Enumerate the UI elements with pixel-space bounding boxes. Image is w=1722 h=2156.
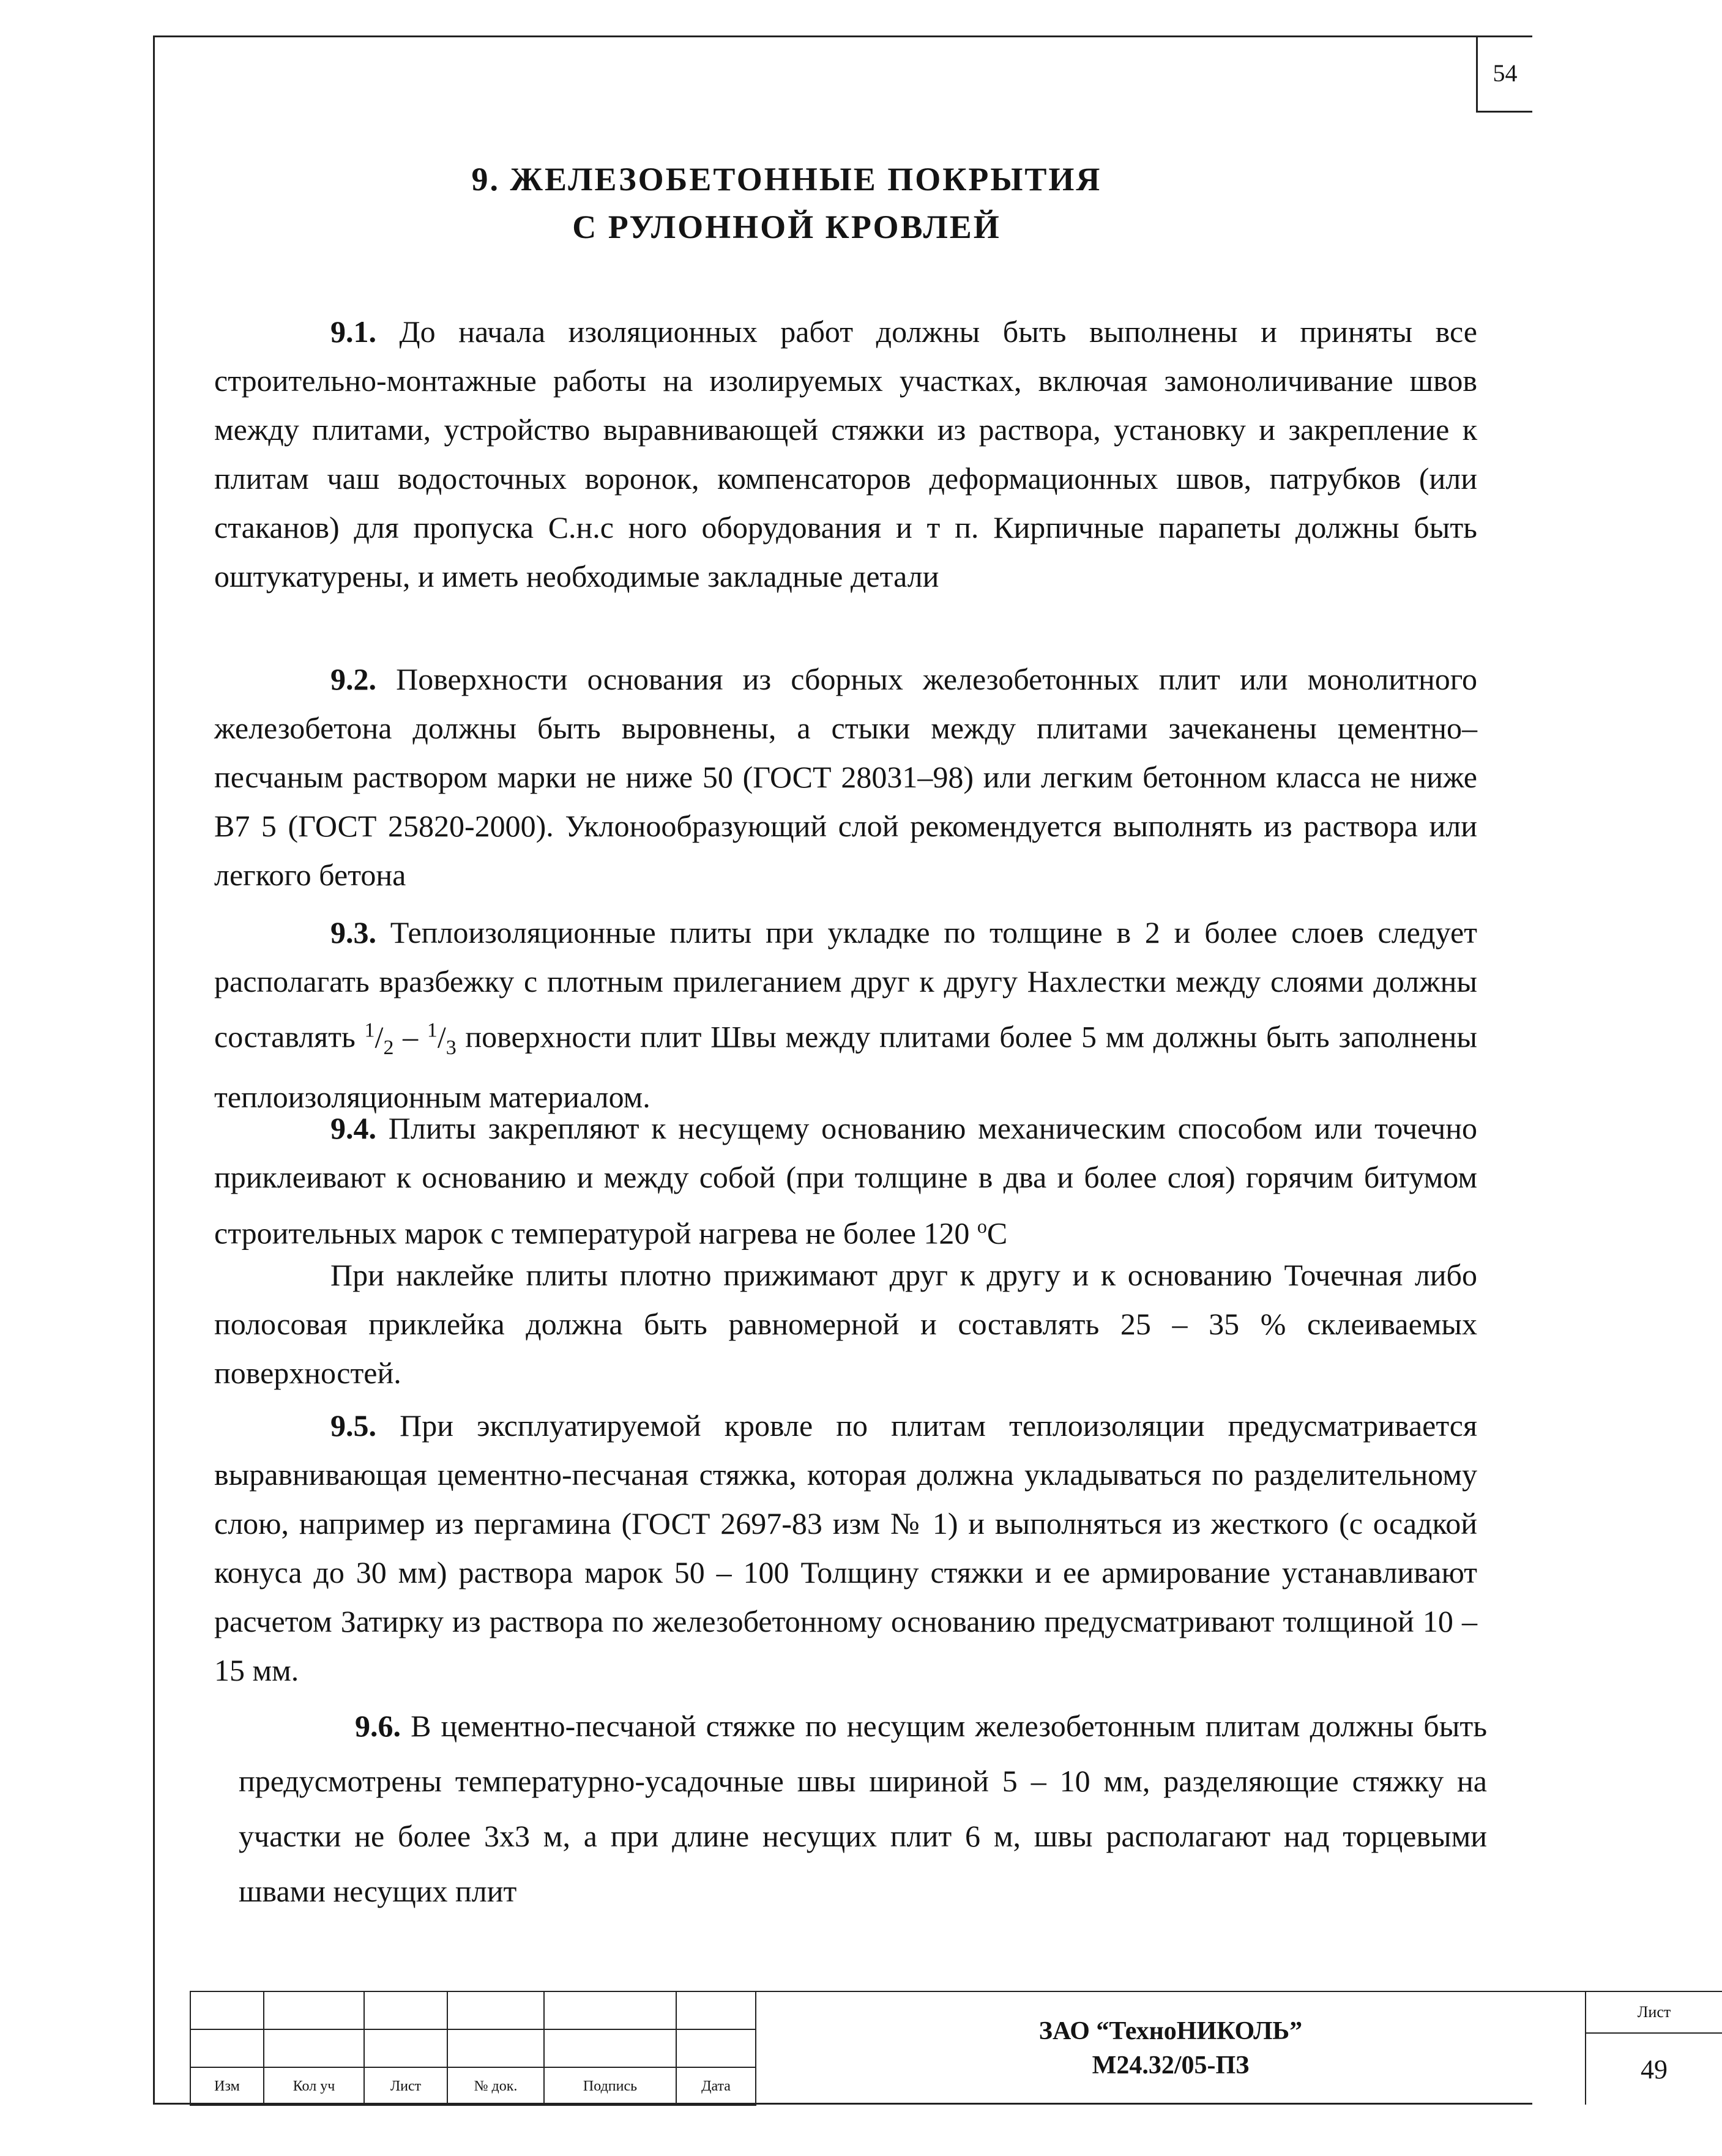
paragraph-9-4: 9.4. Плиты закрепляют к несущему основанию механическим способом или точечно приклеивают к основанию и между собой (при толщине в два и более слоя) горячим битумом строительных марок с температурой нагрева не более 120 $^о$С bbox=[214, 1111, 1477, 1251]
title-block-center bbox=[755, 1991, 1585, 2105]
page-number: 54 bbox=[1476, 35, 1532, 113]
paragraph-9-6 bbox=[239, 1698, 1487, 1919]
fraction-one-third: $^1/_3$ bbox=[427, 1019, 457, 1059]
section-heading-line2: С РУЛОННОЙ КРОВЛЕЙ bbox=[572, 209, 1001, 245]
paragraph-text: До начала изоляционных работ должны быть выполнены и приняты все строительно-монтажные работы на изолируемых участках, включая замоноличивание швов между плитами, устройство выравнивающей стяжки из раствора, установку и закрепление к плитам чаш водосточных воронок, компенсаторов деформационных швов, патрубков (или стаканов) для пропуска С.н.с ного оборудования и т п. Кирпичные парапеты должны быть оштукатурены, и иметь необходимые закладные детали bbox=[214, 314, 1477, 593]
paragraph-number: 9.1. bbox=[330, 314, 376, 349]
paragraph-9-2 bbox=[214, 655, 1477, 899]
paragraph-9-4-continued: При наклейке плиты плотно прижимают друг к другу и к основанию Точечная либо полосовая приклейка должна быть равномерной и составлять 25 – 35 % склеиваемых поверхностей. bbox=[214, 1258, 1477, 1390]
paragraph-number: 9.3. bbox=[330, 915, 376, 950]
section-heading-line1: 9. ЖЕЛЕЗОБЕТОННЫЕ ПОКРЫТИЯ bbox=[471, 161, 1102, 198]
document-code: М24.32/05-ПЗ bbox=[1092, 2051, 1250, 2080]
paragraph-text: Плиты закрепляют к несущему основанию механическим способом или точечно приклеивают к основанию и между собой (при толщине в два и более слоя) горячим битумом строительных марок с температурой нагрева не более 120 bbox=[214, 1111, 1477, 1251]
col-list: Лист bbox=[364, 2067, 447, 2105]
paragraph-text: В цементно-песчаной стяжке по несущим железобетонным плитам должны быть предусмотрены температурно-усадочные швы шириной 5 – 10 мм, разделяющие стяжку на участки не более 3х3 м, а при длине несущих плит 6 м, швы располагают над торцевыми швами несущих плит bbox=[239, 1709, 1487, 1908]
paragraph-number: 9.4. bbox=[330, 1111, 376, 1145]
paragraph-text: поверхности плит Швы между плитами более 5 мм должны быть заполнены теплоизоляционным материалом. bbox=[214, 1019, 1477, 1114]
sheet-box bbox=[1585, 1991, 1722, 2105]
sheet-label: Лист bbox=[1586, 1992, 1722, 2034]
sheet-number: 49 bbox=[1641, 2054, 1668, 2084]
company-name: ЗАО “ТехноНИКОЛЬ” bbox=[1038, 2017, 1303, 2045]
revision-grid bbox=[190, 1991, 756, 2106]
col-signature: Подпись bbox=[544, 2067, 676, 2105]
title-block bbox=[190, 1991, 1671, 2105]
col-doc-no: № док. bbox=[447, 2067, 544, 2105]
fraction-one-half: $^1/_2$ bbox=[364, 1019, 394, 1059]
degree-mark: о bbox=[977, 1215, 987, 1237]
paragraph-number: 9.2. bbox=[330, 662, 376, 696]
col-date: Дата bbox=[676, 2067, 756, 2105]
paragraph-text: Поверхности основания из сборных железобетонных плит или монолитного железобетона должны быть выровнены, а стыки между плитами зачеканены цементно–песчаным раствором марки не ниже 50 (ГОСТ 28031–98) или легким бетонном класса не ниже В7 5 (ГОСТ 25820-2000). Уклонообразующий слой рекомендуется выполнять из раствора или легкого бетона bbox=[214, 662, 1477, 892]
paragraph-9-5 bbox=[214, 1401, 1477, 1695]
paragraph-text: Теплоизоляционные плиты при укладке по толщине в 2 и более слоев следует располагать вразбежку с плотным прилеганием друг к другу Нахлестки между слоями должны составлять bbox=[214, 915, 1477, 1054]
col-kol-uch: Кол уч bbox=[264, 2067, 364, 2105]
paragraph-9-3: 9.3. Теплоизоляционные плиты при укладке по толщине в 2 и более слоев следует располагать вразбежку с плотным прилеганием друг к другу Нахлестки между слоями должны составлять $^1/_2 - ^1/_3$ поверхности плит Швы между плитами более 5 мм должны быть заполнены теплоизоляционным материалом. bbox=[214, 915, 1477, 1114]
col-izm: Изм bbox=[190, 2067, 264, 2105]
paragraph-number: 9.5. bbox=[330, 1408, 376, 1443]
paragraph-9-1 bbox=[214, 307, 1477, 601]
paragraph-text: При эксплуатируемой кровле по плитам теплоизоляции предусматривается выравнивающая цементно-песчаная стяжка, которая должна укладываться по разделительному слою, например из пергамина (ГОСТ 2697-83 изм № 1) и выполняться из жесткого (с осадкой конуса до 30 мм) раствора марок 50 – 100 Толщину стяжки и ее армирование устанавливают расчетом Затирку из раствора по железобетонному основанию предусматривают толщиной 10 – 15 мм. bbox=[214, 1408, 1477, 1687]
paragraph-number: 9.6. bbox=[355, 1709, 401, 1743]
